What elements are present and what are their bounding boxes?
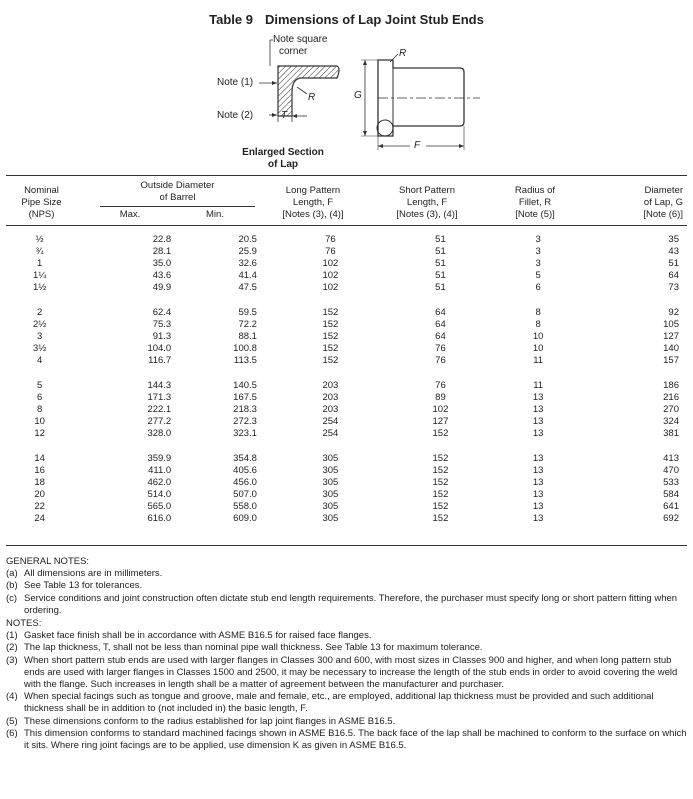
header-short-line-1: Short Pattern [399, 185, 455, 196]
table-cell: 64 [435, 319, 446, 330]
table-cell: 462.0 [147, 477, 172, 488]
table-cell: 305 [322, 489, 339, 500]
table-cell: 5 [535, 270, 541, 281]
header-od-line-2: of Barrel [159, 192, 196, 203]
header-long-line-1: Long Pattern [285, 185, 341, 196]
table-row [6, 416, 687, 428]
table-cell: 72.2 [238, 319, 257, 330]
table-cell: 22.8 [152, 234, 172, 245]
table-cell: 75.3 [152, 319, 172, 330]
table-cell: 6 [535, 282, 541, 293]
table-cell: 11 [533, 380, 544, 391]
table-cell: 203 [322, 404, 339, 415]
table-cell: 354.8 [233, 453, 257, 464]
table-row [6, 270, 687, 282]
f-label: F [414, 140, 421, 151]
table-cell: 51 [435, 234, 446, 245]
table-cell: 104.0 [147, 343, 172, 354]
table-row [6, 307, 687, 319]
header-long-line-3: [Notes (3), (4)] [282, 209, 344, 220]
header-od-line-1: Outside Diameter [140, 180, 215, 191]
table-cell: 13 [532, 513, 544, 524]
general-note [6, 580, 687, 592]
table-cell: 91.3 [152, 331, 172, 342]
table-row [6, 453, 687, 465]
general-notes-heading: GENERAL NOTES: [6, 556, 90, 567]
table-cell: 13 [532, 465, 544, 476]
table-cell: 43 [668, 246, 679, 257]
table-cell: 24 [34, 513, 45, 524]
t-label: T [281, 110, 288, 121]
caption-line-1: Enlarged Section [242, 147, 324, 158]
table-cell: 328.0 [147, 428, 172, 439]
header-diameter-line-2: of Lap, G [643, 197, 683, 208]
table-cell: 305 [322, 513, 339, 524]
table-cell: 13 [532, 501, 544, 512]
table-cell: 28.1 [152, 246, 172, 257]
table-cell: 152 [322, 355, 339, 366]
note [6, 655, 687, 692]
table-top-rule [6, 175, 687, 176]
table-cell: 127 [663, 331, 679, 342]
header-nps-line-3: (NPS) [28, 209, 55, 220]
header-radius [490, 185, 580, 221]
table-cell: 203 [322, 392, 339, 403]
note1-label: Note (1) [217, 77, 254, 88]
table-cell: 51 [435, 258, 446, 269]
table-cell: 113.5 [233, 355, 257, 366]
general-note-text: See Table 13 for tolerances. [24, 580, 143, 592]
table-cell: 10 [532, 343, 544, 354]
table-cell: 73 [668, 282, 679, 293]
table-cell: 270 [663, 404, 679, 415]
table-cell: 92 [668, 307, 679, 318]
table-cell: 116.7 [148, 355, 172, 366]
caption-line-2: of Lap [268, 159, 298, 170]
table-cell: 1½ [33, 282, 47, 293]
r-left-label: R [308, 92, 316, 103]
table-cell: 152 [322, 343, 339, 354]
table-cell: 3 [535, 258, 541, 269]
note-key: (6) [6, 727, 18, 739]
table-cell: 254 [322, 416, 339, 427]
table-cell: 203 [322, 380, 339, 391]
table-cell: 64 [435, 331, 446, 342]
header-short-line-3: [Notes (3), (4)] [396, 209, 458, 220]
table-cell: ½ [35, 234, 44, 245]
table-row [6, 501, 687, 513]
table-cell: 254 [322, 428, 339, 439]
table-cell: 18 [34, 477, 45, 488]
note-text: This dimension conforms to standard machined facings shown in ASME B16.5. The back face of the lap shall be machined to conform to the surface on which it sits. Where ring joint facings are to be applied, use dimension K as given in ASME B16.5. [24, 727, 687, 752]
group-gap [6, 367, 687, 380]
header-short-pattern [372, 185, 482, 221]
table-cell: 10 [532, 331, 544, 342]
table-cell: 157 [663, 355, 679, 366]
header-od-underline [100, 206, 255, 207]
table-cell: 152 [322, 331, 339, 342]
table-cell: 144.3 [147, 380, 172, 391]
note-key: (3) [6, 654, 18, 666]
note-text: When short pattern stub ends are used with larger flanges in Classes 300 and 600, with most sizes in Classes 900 and higher, and when long pattern stub ends are used with larger flanges in Classes 1500 and 2500, it may be necessary to increase the length of the stub ends in order to avoid covering the weld with the flange. Such increases in length shall be a matter of agreement between the manufacturer and purchaser. [24, 654, 678, 691]
table-row [6, 331, 687, 343]
note [6, 716, 687, 728]
table-cell: 22 [34, 501, 45, 512]
table-cell: 12 [34, 428, 45, 439]
table-row [6, 465, 687, 477]
header-short-line-2: Length, F [406, 197, 448, 208]
lap-section [278, 66, 339, 116]
table-cell: 3 [535, 246, 541, 257]
table-cell: 411.0 [148, 465, 172, 476]
r-right-label: R [399, 48, 407, 59]
note [6, 630, 687, 642]
table-cell: 35 [668, 234, 679, 245]
table-row [6, 234, 687, 246]
notes-section [6, 555, 687, 752]
table-cell: 76 [325, 234, 336, 245]
header-nps-line-1: Nominal [24, 185, 59, 196]
note-text: Gasket face finish shall be in accordance with ASME B16.5 for raised face flanges. [24, 630, 372, 642]
table-cell: 305 [322, 477, 339, 488]
g-label: G [354, 90, 362, 101]
header-radius-line-2: Fillet, R [518, 197, 552, 208]
general-note-key: (a) [6, 568, 18, 580]
table-cell: 43.6 [152, 270, 172, 281]
table-cell: 59.5 [238, 307, 257, 318]
table-cell: 186 [663, 380, 679, 391]
table-cell: 558.0 [233, 501, 257, 512]
table-cell: 51 [435, 246, 446, 257]
table-cell: 20 [34, 489, 45, 500]
table-cell: 35.0 [152, 258, 172, 269]
note [6, 642, 687, 654]
table-cell: 102 [322, 282, 339, 293]
table-cell: 470 [663, 465, 679, 476]
table-cell: 507.0 [233, 489, 257, 500]
group-gap [6, 440, 687, 453]
header-od-max: Max. [119, 209, 141, 220]
header-long-pattern [258, 185, 368, 221]
note-square-label: Note square [273, 34, 328, 45]
note-key: (5) [6, 715, 18, 727]
table-cell: 76 [435, 343, 446, 354]
table-cell: 152 [432, 453, 449, 464]
table-cell: 13 [532, 428, 544, 439]
table-row [6, 428, 687, 440]
header-radius-line-3: [Note (5)] [515, 209, 555, 220]
table-bottom-rule [6, 545, 687, 546]
table-cell: 13 [532, 477, 544, 488]
note-text: These dimensions conform to the radius established for lap joint flanges in ASME B16.5. [24, 715, 396, 727]
table-cell: 405.6 [233, 465, 257, 476]
table-cell: 47.5 [238, 282, 257, 293]
header-od-min: Min. [206, 209, 224, 220]
table-cell: 140.5 [233, 380, 257, 391]
corner-label: corner [279, 46, 308, 57]
general-note [6, 568, 687, 580]
table-row [6, 477, 687, 489]
table-cell: 8 [535, 319, 541, 330]
table-cell: 11 [533, 355, 544, 366]
header-radius-line-1: Radius of [514, 185, 556, 196]
table-cell: 16 [34, 465, 45, 476]
table-cell: 13 [532, 453, 544, 464]
table-cell: 25.9 [238, 246, 257, 257]
general-note [6, 593, 687, 617]
table-cell: 152 [432, 513, 449, 524]
figure-caption [228, 147, 338, 171]
general-notes-list [6, 568, 687, 617]
table-cell: 51 [435, 270, 446, 281]
table-cell: 102 [322, 258, 339, 269]
table-row [6, 319, 687, 331]
table-row [6, 343, 687, 355]
table-cell: 5 [37, 380, 43, 391]
table-cell: 6 [37, 392, 43, 403]
table-cell: 565.0 [147, 501, 172, 512]
table-cell: 152 [432, 489, 449, 500]
table-cell: 76 [435, 355, 446, 366]
general-note-text: All dimensions are in millimeters. [24, 568, 163, 580]
general-note-text: Service conditions and joint construction often dictate stub end length requirements. Therefore, the purchaser must specify long or short pattern fitting when ordering. [24, 592, 678, 616]
table-cell: 3 [535, 234, 541, 245]
note [6, 728, 687, 752]
table-cell: 13 [532, 392, 544, 403]
table-cell: 514.0 [147, 489, 172, 500]
table-cell: 62.4 [152, 307, 172, 318]
table-cell: 51 [668, 258, 679, 269]
table-cell: 127 [432, 416, 449, 427]
table-cell: 167.5 [233, 392, 257, 403]
general-note-key: (c) [6, 592, 18, 604]
table-cell: 4 [37, 355, 43, 366]
table-cell: 152 [432, 428, 449, 439]
table-cell: 641 [663, 501, 679, 512]
note-key: (4) [6, 691, 18, 703]
table-title-text: Dimensions of Lap Joint Stub Ends [265, 12, 484, 27]
notes-list [6, 630, 687, 752]
table-cell: 216 [663, 392, 679, 403]
table-cell: 323.1 [233, 428, 257, 439]
table-cell: 64 [435, 307, 446, 318]
table-cell: 49.9 [152, 282, 172, 293]
note2-label: Note (2) [217, 110, 254, 121]
table-cell: 89 [435, 392, 446, 403]
table-cell: 277.2 [147, 416, 172, 427]
table-cell: 13 [532, 416, 544, 427]
table-cell: 616.0 [147, 513, 172, 524]
table-cell: 152 [322, 307, 339, 318]
table-row [6, 404, 687, 416]
table-cell: 88.1 [238, 331, 257, 342]
table-cell: 152 [432, 501, 449, 512]
table-cell: 222.1 [147, 404, 172, 415]
table-row [6, 282, 687, 294]
table-row [6, 246, 687, 258]
table-cell: 51 [435, 282, 446, 293]
table-cell: 218.3 [233, 404, 257, 415]
table-cell: 584 [663, 489, 679, 500]
table-cell: 76 [325, 246, 336, 257]
note-text: When special facings such as tongue and groove, male and female, etc., are employed, additional lap thickness must be provided and such additional thickness shall be in addition to (not included in) the basic length, F. [24, 691, 654, 715]
header-diameter-line-1: Diameter [644, 185, 683, 196]
table-cell: 10 [34, 416, 45, 427]
table-cell: 14 [34, 453, 45, 464]
table-cell: 152 [432, 477, 449, 488]
table-cell: 533 [663, 477, 679, 488]
group-gap [6, 294, 687, 307]
note-key: (2) [6, 642, 18, 654]
table-cell: 1 [37, 258, 43, 269]
table-cell: 1¼ [33, 270, 47, 281]
header-nps-line-2: Pipe Size [21, 197, 62, 208]
table-cell: 152 [322, 319, 339, 330]
table-cell: 13 [532, 404, 544, 415]
table-cell: 100.8 [233, 343, 257, 354]
table-cell: 305 [322, 501, 339, 512]
table-cell: 102 [322, 270, 339, 281]
header-long-line-2: Length, F [292, 197, 334, 208]
table-cell: 152 [432, 465, 449, 476]
table-cell: 171.3 [147, 392, 172, 403]
table-cell: 64 [668, 270, 679, 281]
note-key: (1) [6, 630, 18, 642]
table-cell: 3 [37, 331, 43, 342]
table-row [6, 513, 687, 525]
header-diameter [593, 185, 683, 221]
table-cell: 140 [663, 343, 679, 354]
table-row [6, 380, 687, 392]
table-cell: 102 [432, 404, 449, 415]
table-cell: 2½ [33, 319, 47, 330]
table-cell: 305 [322, 465, 339, 476]
table-row [6, 392, 687, 404]
table-cell: 359.9 [147, 453, 172, 464]
dimensions-table [6, 234, 687, 525]
table-cell: 692 [663, 513, 679, 524]
table-cell: 8 [535, 307, 541, 318]
note-text: The lap thickness, T, shall not be less than nominal pipe wall thickness. See Table 13 for maximum tolerance. [24, 642, 483, 654]
table-cell: ¾ [35, 246, 44, 257]
table-row [6, 355, 687, 367]
table-cell: 105 [663, 319, 679, 330]
table-cell: 13 [532, 489, 544, 500]
table-cell: 413 [663, 453, 679, 464]
table-title [0, 12, 693, 27]
table-cell: 381 [663, 428, 679, 439]
table-row [6, 258, 687, 270]
table-number: Table 9 [209, 12, 253, 27]
table-cell: 456.0 [233, 477, 257, 488]
table-cell: 8 [37, 404, 43, 415]
note [6, 691, 687, 715]
general-note-key: (b) [6, 580, 18, 592]
table-cell: 272.3 [233, 416, 257, 427]
table-cell: 3½ [33, 343, 47, 354]
header-bottom-rule [6, 225, 687, 226]
table-cell: 305 [322, 453, 339, 464]
header-diameter-line-3: [Note (6)] [643, 209, 683, 220]
table-cell: 76 [435, 380, 446, 391]
table-cell: 32.6 [238, 258, 257, 269]
table-cell: 609.0 [233, 513, 257, 524]
notes-heading: NOTES: [6, 618, 42, 630]
table-cell: 324 [663, 416, 679, 427]
table-cell: 20.5 [238, 234, 257, 245]
table-cell: 2 [37, 307, 43, 318]
table-body [6, 234, 687, 525]
table-row [6, 489, 687, 501]
header-od [100, 180, 255, 204]
table-cell: 41.4 [238, 270, 257, 281]
header-nps [6, 185, 77, 221]
